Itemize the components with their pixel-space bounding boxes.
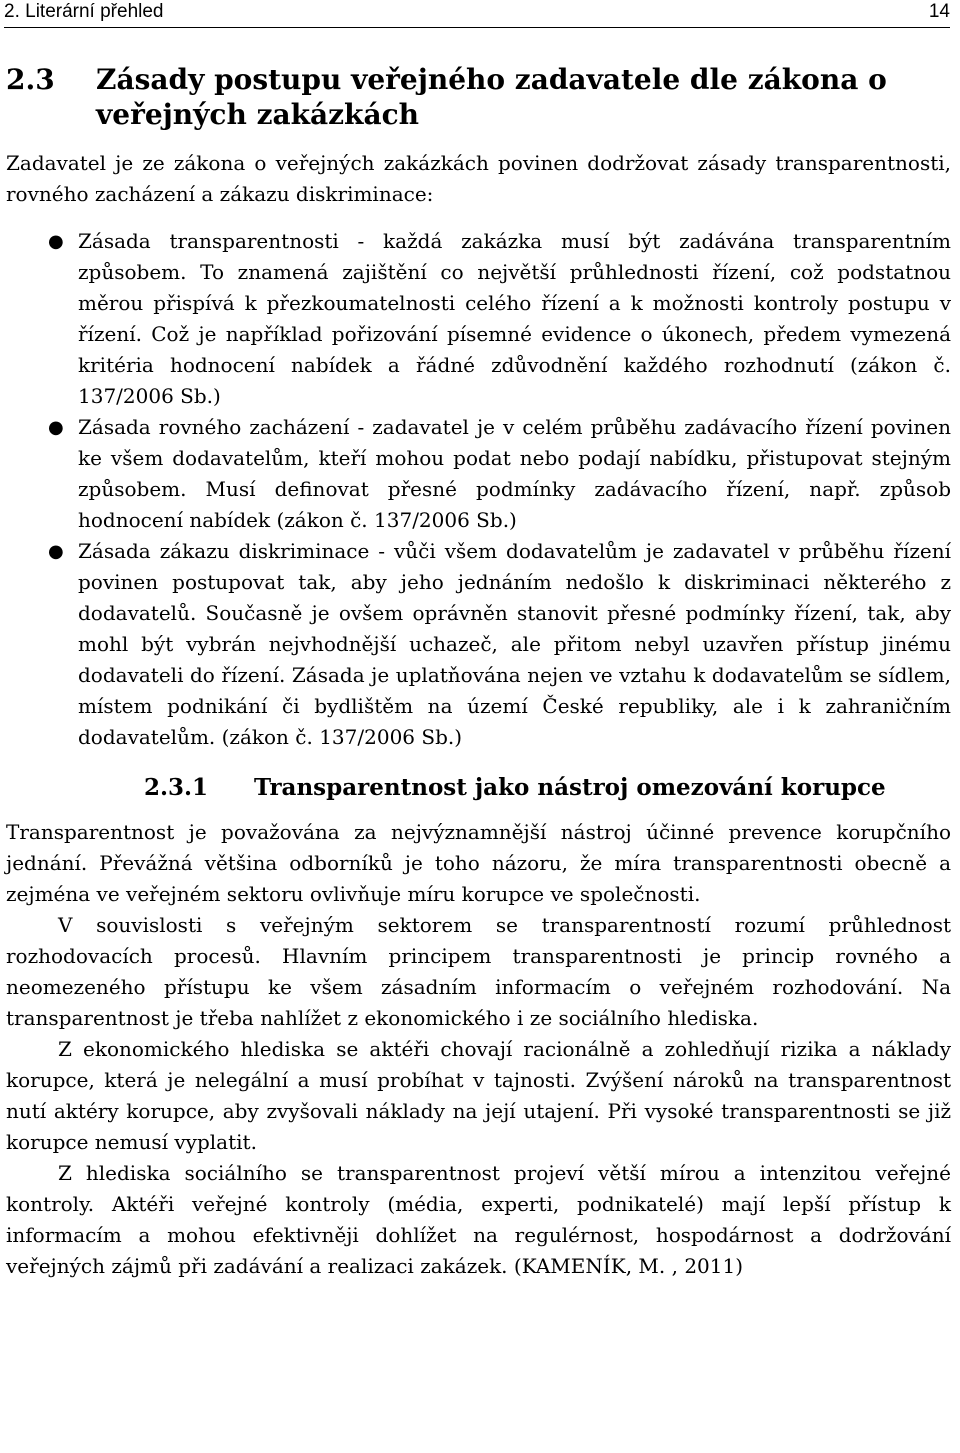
paragraph: Z hlediska sociálního se transparentnost projeví větší mírou a intenzitou veřejné kontroly. Aktéři veřejné kontroly (média, experti, podnikatelé) mají lepší přístup k informacím a mohou efektivněji dohlížet na regulérnost, hospodárnost a dodržování veřejných zájmů při zadávání a realizaci zakázek. (KAMENÍK, M. , 2011) — [6, 1161, 951, 1278]
subsection-title: Transparentnost jako nástroj omezování korupce — [254, 774, 886, 801]
page-number: 14 — [928, 1, 950, 22]
section-title: Zásady postupu veřejného zadavatele dle zákona o veřejných zakázkách — [96, 63, 887, 131]
bullet-icon: ● — [48, 541, 64, 562]
section-intro: Zadavatel je ze zákona o veřejných zakázkách povinen dodržovat zásady transparentnosti, rovného zacházení a zákazu diskriminace: — [6, 151, 951, 206]
list-item-text: Zásada rovného zacházení - zadavatel je v celém průběhu zadávacího řízení povinen ke všem dodavatelům, kteří mohou podat nebo podají nabídku, přistupovat stejným způsobem. Musí definovat přesné podmínky zadávacího řízení, např. způsob hodnocení nabídek (zákon č. 137/2006 Sb.) — [78, 415, 951, 532]
principles-list — [6, 226, 951, 753]
section-heading — [6, 62, 951, 132]
list-item-text: Zásada transparentnosti - každá zakázka musí být zadávána transparentním způsobem. To znamená zajištění co největší průhlednosti řízení, což podstatnou měrou přispívá k přezkoumatelnosti celého řízení a k možnosti kontroly postupu v řízení. Což je například pořizování písemné evidence o úkonech, předem vymezená kritéria hodnocení nabídek a řádné zdůvodnění každého rozhodnutí (zákon č. 137/2006 Sb.) — [78, 229, 951, 408]
paragraph: Z ekonomického hlediska se aktéři chovají racionálně a zohledňují rizika a náklady korupce, která je nelegální a musí probíhat v tajnosti. Zvýšení nároků na transparentnost nutí aktéry korupce, aby zvyšovali náklady na její utajení. Při vysoké transparentnosti se již korupce nemusí vyplatit. — [6, 1037, 951, 1154]
subsection-number: 2.3.1 — [144, 774, 209, 801]
page-content — [6, 62, 951, 1282]
section-number: 2.3 — [6, 63, 55, 96]
bullet-icon: ● — [48, 417, 64, 438]
paragraph: Transparentnost je považována za nejvýznamnější nástroj účinné prevence korupčního jednání. Převážná většina odborníků je toho názoru, že míra transparentnosti obecně a zejména ve veřejném sektoru ovlivňuje míru korupce ve společnosti. — [6, 820, 951, 906]
bullet-icon: ● — [48, 231, 64, 252]
list-item — [6, 412, 951, 536]
page-header — [4, 0, 950, 28]
list-item-text: Zásada zákazu diskriminace - vůči všem dodavatelům je zadavatel v průběhu řízení povinen postupovat tak, aby jeho jednáním nedošlo k diskriminaci některého z dodavatelů. Současně je ovšem oprávněn stanovit přesné podmínky řízení, tak, aby mohl být vybrán nejvhodnější uchazeč, ale přitom nebyl uzavřen přístup jinému dodavateli do řízení. Zásada je uplatňována nejen ve vztahu k dodavatelům se sídlem, místem podnikání či bydlištěm na území České republiky, ale i k zahraničním dodavatelům. (zákon č. 137/2006 Sb.) — [78, 539, 951, 749]
chapter-title: 2. Literární přehled — [4, 1, 164, 22]
paragraph: V souvislosti s veřejným sektorem se transparentností rozumí průhlednost rozhodovacích procesů. Hlavním principem transparentnosti je princip rovného a neomezeného přístupu ke všem zásadním informacím o veřejném rozhodování. Na transparentnost je třeba nahlížet z ekonomického i ze sociálního hlediska. — [6, 913, 951, 1030]
list-item — [6, 226, 951, 412]
list-item — [6, 536, 951, 753]
subsection-heading — [6, 773, 951, 803]
